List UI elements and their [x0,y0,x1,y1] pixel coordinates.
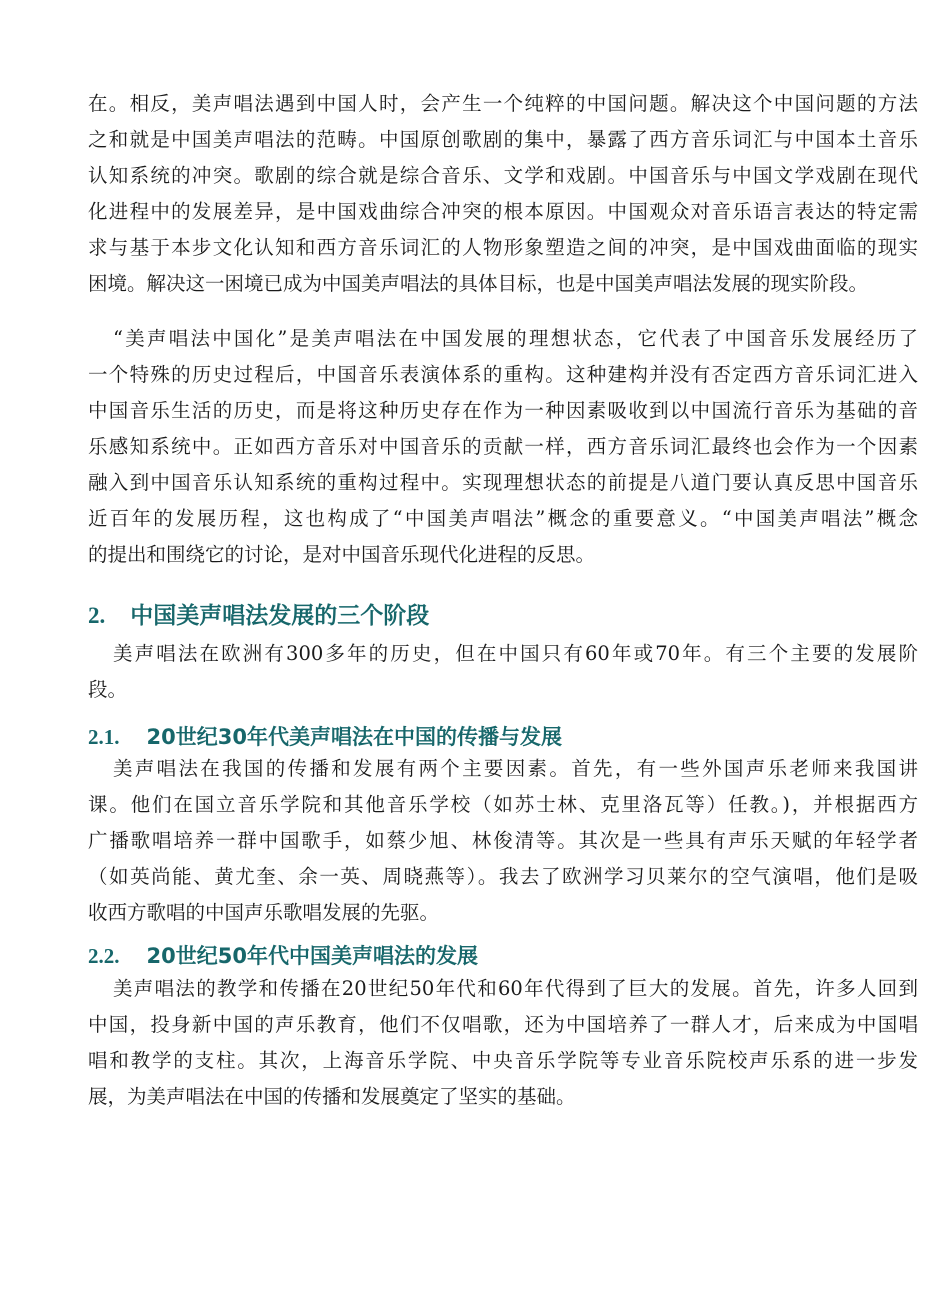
section-2-1-heading [88,723,918,751]
text-line: 近百年的发展历程，这也构成了“中国美声唱法”概念的重要意义。“中国美声唱法”概念 [88,507,918,530]
paragraph-continuation [88,86,918,302]
section-2-2-title: 20世纪50年代中国美声唱法的发展 [146,944,478,968]
paragraph-ideal-state [88,321,918,573]
text-line: 段。 [88,678,128,701]
section-2-heading [88,601,918,631]
section-2-1-number: 2.1. [88,725,120,749]
text-line: （如英尚能、黄尤奎、余一英、周晓燕等）。我去了欧洲学习贝莱尔的空气演唱，他们是吸 [88,865,918,888]
text-line: 美声唱法的教学和传播在20世纪50年代和60年代得到了巨大的发展。首先，许多人回到 [113,977,918,1000]
text-line: 唱和教学的支柱。其次，上海音乐学院、中央音乐学院等专业音乐院校声乐系的进一步发 [88,1049,918,1072]
text-line: 美声唱法在我国的传播和发展有两个主要因素。首先，有一些外国声乐老师来我国讲 [113,757,918,780]
paragraph-1950s-development [88,971,918,1115]
text-line: 在。相反，美声唱法遇到中国人时，会产生一个纯粹的中国问题。解决这个中国问题的方法 [88,92,918,115]
text-line: “美声唱法中国化”是美声唱法在中国发展的理想状态，它代表了中国音乐发展经历了 [113,327,918,350]
document-content [88,86,918,1115]
text-line: 美声唱法在欧洲有300多年的历史，但在中国只有60年或70年。有三个主要的发展阶 [113,642,918,665]
text-line: 课。他们在国立音乐学院和其他音乐学校（如苏士林、克里洛瓦等）任教。)，并根据西方 [88,793,918,816]
text-line: 困境。解决这一困境已成为中国美声唱法的具体目标，也是中国美声唱法发展的现实阶段。 [88,272,869,295]
section-2-2-number: 2.2. [88,944,120,968]
section-2-number: 2. [88,603,106,628]
text-line: 求与基于本步文化认知和西方音乐词汇的人物形象塑造之间的冲突，是中国戏曲面临的现实 [88,236,918,259]
section-2-1-title: 20世纪30年代美声唱法在中国的传播与发展 [146,725,562,749]
section-2-2-heading [88,942,918,970]
text-line: 展，为美声唱法在中国的传播和发展奠定了坚实的基础。 [88,1085,576,1108]
text-line: 收西方歌唱的中国声乐歌唱发展的先驱。 [88,901,440,924]
text-line: 广播歌唱培养一群中国歌手，如蔡少旭、林俊清等。其次是一些具有声乐天赋的年轻学者 [88,829,918,852]
section-2-title: 中国美声唱法发展的三个阶段 [130,603,430,629]
text-line: 融入到中国音乐认知系统的重构过程中。实现理想状态的前提是八道门要认真反思中国音乐 [88,471,918,494]
paragraph-three-stages [88,636,918,708]
paragraph-1930s-development [88,751,918,931]
text-line: 中国，投身新中国的声乐教育，他们不仅唱歌，还为中国培养了一群人才，后来成为中国唱 [88,1013,918,1036]
text-line: 之和就是中国美声唱法的范畴。中国原创歌剧的集中，暴露了西方音乐词汇与中国本土音乐 [88,128,918,151]
text-line: 中国音乐生活的历史，而是将这种历史存在作为一种因素吸收到以中国流行音乐为基础的音 [88,399,918,422]
text-line: 乐感知系统中。正如西方音乐对中国音乐的贡献一样，西方音乐词汇最终也会作为一个因素 [88,435,918,458]
text-line: 的提出和围绕它的讨论，是对中国音乐现代化进程的反思。 [88,543,596,566]
text-line: 认知系统的冲突。歌剧的综合就是综合音乐、文学和戏剧。中国音乐与中国文学戏剧在现代 [88,164,918,187]
text-line: 化进程中的发展差异，是中国戏曲综合冲突的根本原因。中国观众对音乐语言表达的特定需 [88,200,918,223]
text-line: 一个特殊的历史过程后，中国音乐表演体系的重构。这种建构并没有否定西方音乐词汇进入 [88,363,918,386]
